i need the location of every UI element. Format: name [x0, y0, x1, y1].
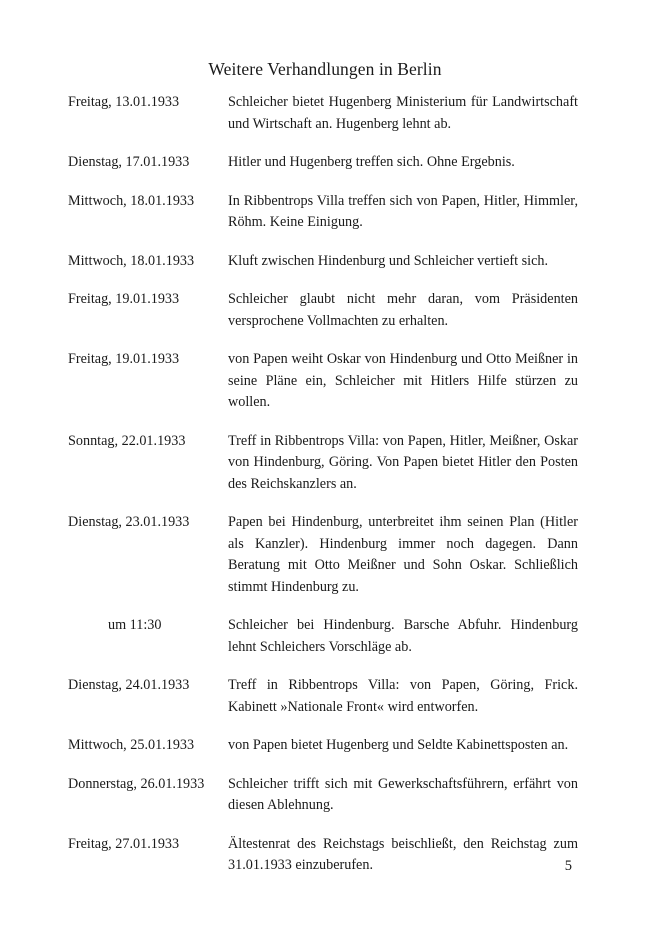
entry-text: Hitler und Hugenberg treffen sich. Ohne Ergebnis. — [228, 154, 515, 170]
timeline-entry — [68, 431, 578, 496]
entry-text: Schleicher bei Hindenburg. Barsche Abfuhr. Hindenburg lehnt Schleichers Vorschläge ab. — [228, 617, 578, 655]
entry-text: Treff in Ribbentrops Villa: von Papen, Göring, Frick. Kabinett »Nationale Front« wird entworfen. — [228, 677, 578, 715]
entry-date: Sonntag, 22.01.1933 — [68, 432, 186, 449]
entry-date: Dienstag, 17.01.1933 — [68, 154, 190, 170]
timeline-entry — [68, 92, 578, 135]
timeline-entry — [68, 675, 578, 718]
timeline-entry — [68, 152, 578, 174]
entry-date: Freitag, 27.01.1933 — [68, 835, 180, 852]
timeline-entry — [68, 774, 578, 817]
page-title: Weitere Verhandlungen in Berlin — [208, 59, 442, 79]
entry-text: Schleicher trifft sich mit Gewerkschaftsführern, erfährt von diesen Ablehnung. — [228, 775, 578, 813]
entry-text: In Ribbentrops Villa treffen sich von Papen, Hitler, Himmler, Röhm. Keine Einigung. — [228, 192, 578, 230]
entry-date: Freitag, 19.01.1933 — [68, 351, 180, 367]
entry-time: um 11:30 — [108, 617, 162, 633]
entry-date: Freitag, 13.01.1933 — [68, 94, 180, 110]
timeline-entry — [68, 251, 578, 273]
entry-text: Schleicher bietet Hugenberg Ministerium für Landwirtschaft und Wirtschaft an. Hugenberg lehnt ab. — [228, 94, 578, 132]
timeline-entry — [68, 512, 578, 598]
entry-date: Mittwoch, 18.01.1933 — [68, 192, 195, 209]
timeline-entry — [68, 289, 578, 332]
entry-date: Donnerstag, 26.01.1933 — [68, 775, 205, 792]
entry-text: Papen bei Hindenburg, unterbreitet ihm seinen Plan (Hitler als Kanzler). Hindenburg immer noch dagegen. Dann Beratung mit Otto Meißner und Sohn Oskar. Schließlich stimmt Hindenburg zu. — [228, 514, 578, 595]
entry-text: von Papen weiht Oskar von Hindenburg und Otto Meißner in seine Pläne ein, Schleicher mit Hitlers Hilfe stürzen zu wollen. — [228, 351, 578, 410]
entry-date: Mittwoch, 25.01.1933 — [68, 737, 195, 753]
entry-date: Dienstag, 23.01.1933 — [68, 514, 190, 530]
timeline-entry — [68, 615, 578, 658]
entry-text: Schleicher glaubt nicht mehr daran, vom Präsidenten versprochene Vollmachten zu erhalten. — [228, 291, 578, 329]
entry-text: von Papen bietet Hugenberg und Seldte Kabinettsposten an. — [228, 737, 569, 753]
entry-text: Treff in Ribbentrops Villa: von Papen, Hitler, Meißner, Oskar von Hindenburg, Göring. Von Papen bietet Hitler den Posten des Reichskanzlers an. — [228, 432, 578, 492]
entry-date: Mittwoch, 18.01.1933 — [68, 252, 195, 269]
timeline-entry — [68, 191, 578, 234]
timeline-entry — [68, 735, 578, 757]
timeline-entry — [68, 834, 578, 877]
entry-text: Ältestenrat des Reichstags beischließt, den Reichstag zum 31.01.1933 einzuberufen. — [228, 835, 578, 873]
timeline-entry — [68, 349, 578, 414]
entry-date: Freitag, 19.01.1933 — [68, 291, 180, 307]
entry-text: Kluft zwischen Hindenburg und Schleicher vertieft sich. — [228, 252, 549, 269]
timeline — [68, 92, 578, 894]
page-number: 5 — [564, 858, 572, 874]
entry-date: Dienstag, 24.01.1933 — [68, 677, 190, 693]
